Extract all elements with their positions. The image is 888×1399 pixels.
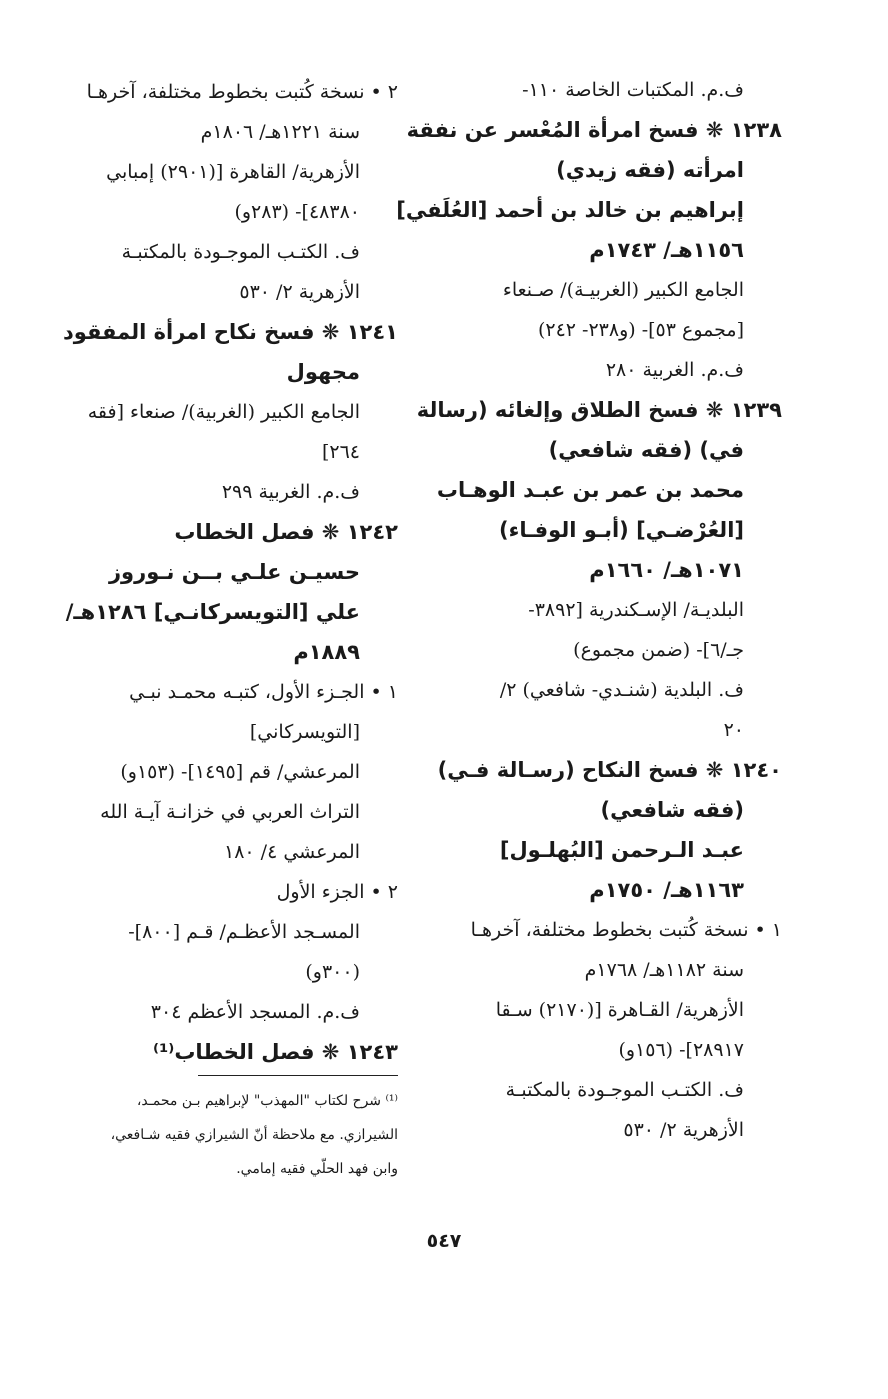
text-line: ١٢٤٣ ❋ فصل الخطاب⁽¹⁾ (153, 1040, 398, 1064)
text-line: ٢ • الجزء الأول (276, 881, 398, 903)
text-line: ١ • الجـزء الأول، كتبـه محمـد نبـي (129, 681, 398, 703)
footnote-line: الشيرازي. مع ملاحظة أنّ الشيرازي فقيه شـافعي، (110, 1127, 398, 1143)
text-line: ١٢٣٨ ❋ فسخ امرأة المُعْسر عن نفقة (406, 118, 782, 142)
text-line: ٤٨٣٨٠]- (٢٨٣و) (234, 201, 360, 223)
text-line: [العُرْضـي] (أبـو الوفـاء) (499, 518, 744, 542)
text-line: ف.م. المسجد الأعظم ٣٠٤ (150, 1001, 360, 1023)
text-line: ف. الكتـب الموجـودة بالمكتبـة (121, 241, 360, 263)
text-line: ١٠٧١هـ/ ١٦٦٠م (589, 558, 744, 582)
text-line: (فقه شافعي) (600, 798, 744, 822)
text-line: ١ • نسخة كُتبت بخطوط مختلفة، آخرهـا (470, 919, 782, 941)
text-line: امرأته (فقه زيدي) (556, 158, 744, 182)
text-line: [التويسركاني] (249, 721, 360, 743)
text-line: محمد بن عمر بن عبـد الوهـاب (436, 478, 744, 502)
text-line: سنة ١١٨٢هـ/ ١٧٦٨م (584, 959, 744, 981)
text-line: ١٢٤١ ❋ فسخ نكاح امرأة المفقود (63, 320, 398, 344)
text-line: ١٢٣٩ ❋ فسخ الطلاق وإلغائه (رسالة (416, 398, 782, 422)
text-line: ف. البلدية (شنـدي- شافعي) ٢/ (499, 679, 744, 701)
left-column (50, 72, 398, 1072)
page-number: ٥٤٧ (426, 1230, 462, 1252)
text-line: مجهول (286, 360, 360, 384)
footnotes (50, 1084, 398, 1186)
text-line: ف.م. الغربية ٢٩٩ (221, 481, 360, 503)
text-line: ١٢٤٢ ❋ فصل الخطاب (174, 520, 398, 544)
text-line: الأزهرية ٢/ ٥٣٠ (239, 281, 360, 303)
text-line: الأزهرية ٢/ ٥٣٠ (623, 1119, 744, 1141)
text-line: الجامع الكبير (الغربية)/ صنعاء [فقه (87, 401, 360, 423)
text-line: ١٢٤٠ ❋ فسخ النكاح (رسـالة فـي) (437, 758, 782, 782)
text-line: في) (فقه شافعي) (548, 438, 744, 462)
text-line: ف. الكتـب الموجـودة بالمكتبـة (505, 1079, 744, 1101)
text-line: المسـجد الأعظـم/ قـم [٨٠٠]- (128, 921, 360, 943)
text-line: ٢٨٩١٧]- (١٥٦و) (618, 1039, 744, 1061)
text-line: المرعشي ٤/ ١٨٠ (224, 841, 360, 863)
text-line: إبراهيم بن خالد بن أحمد [العُلَفي] (396, 198, 744, 222)
text-line: ١١٦٣هـ/ ١٧٥٠م (589, 878, 744, 902)
text-line: ٢٦٤] (321, 441, 360, 463)
text-line: ف.م. المكتبات الخاصة ١١٠- (522, 79, 744, 101)
right-column (396, 70, 782, 1150)
text-line: البلديـة/ الإسـكندرية [٣٨٩٢- (528, 599, 744, 621)
text-line: جـ/٦]- (ضمن مجموع) (573, 639, 744, 661)
text-line: عبـد الـرحمن [البُهلـول] (499, 838, 744, 862)
text-line: ف.م. الغربية ٢٨٠ (605, 359, 744, 381)
text-line: سنة ١٢٢١هـ/ ١٨٠٦م (200, 121, 360, 143)
footnote-line: ⁽¹⁾ شرح لكتاب "المهذب" لإبراهيم بـن محمـد، (136, 1093, 398, 1109)
footnote-line: وابن فهد الحلّي فقيه إمامي. (236, 1161, 398, 1177)
text-line: ١١٥٦هـ/ ١٧٤٣م (589, 238, 744, 262)
footnote-divider (198, 1075, 398, 1076)
text-line: (٣٠٠و) (305, 961, 360, 983)
text-line: ١٨٨٩م (293, 640, 360, 664)
text-line: الجامع الكبير (الغربيـة)/ صـنعاء (502, 279, 744, 301)
text-line: حسيـن علـي بــن نـوروز (108, 560, 360, 584)
text-line: ٢٠ (723, 719, 744, 741)
text-line: التراث العربي في خزانـة آيـة الله (100, 801, 360, 823)
text-line: ٢ • نسخة كُتبت بخطوط مختلفة، آخرهـا (86, 81, 398, 103)
text-line: [مجموع ٥٣]- (و٢٣٨- ٢٤٢) (537, 319, 744, 341)
text-line: علي [التويسركانـي] ١٢٨٦هـ/ (65, 600, 360, 624)
text-line: الأزهرية/ القاهرة [(٢٩٠١) إمبابي (106, 161, 360, 183)
text-line: الأزهرية/ القـاهرة [(٢١٧٠) سـقا (495, 999, 744, 1021)
text-line: المرعشي/ قم [١٤٩٥]- (١٥٣و) (120, 761, 360, 783)
